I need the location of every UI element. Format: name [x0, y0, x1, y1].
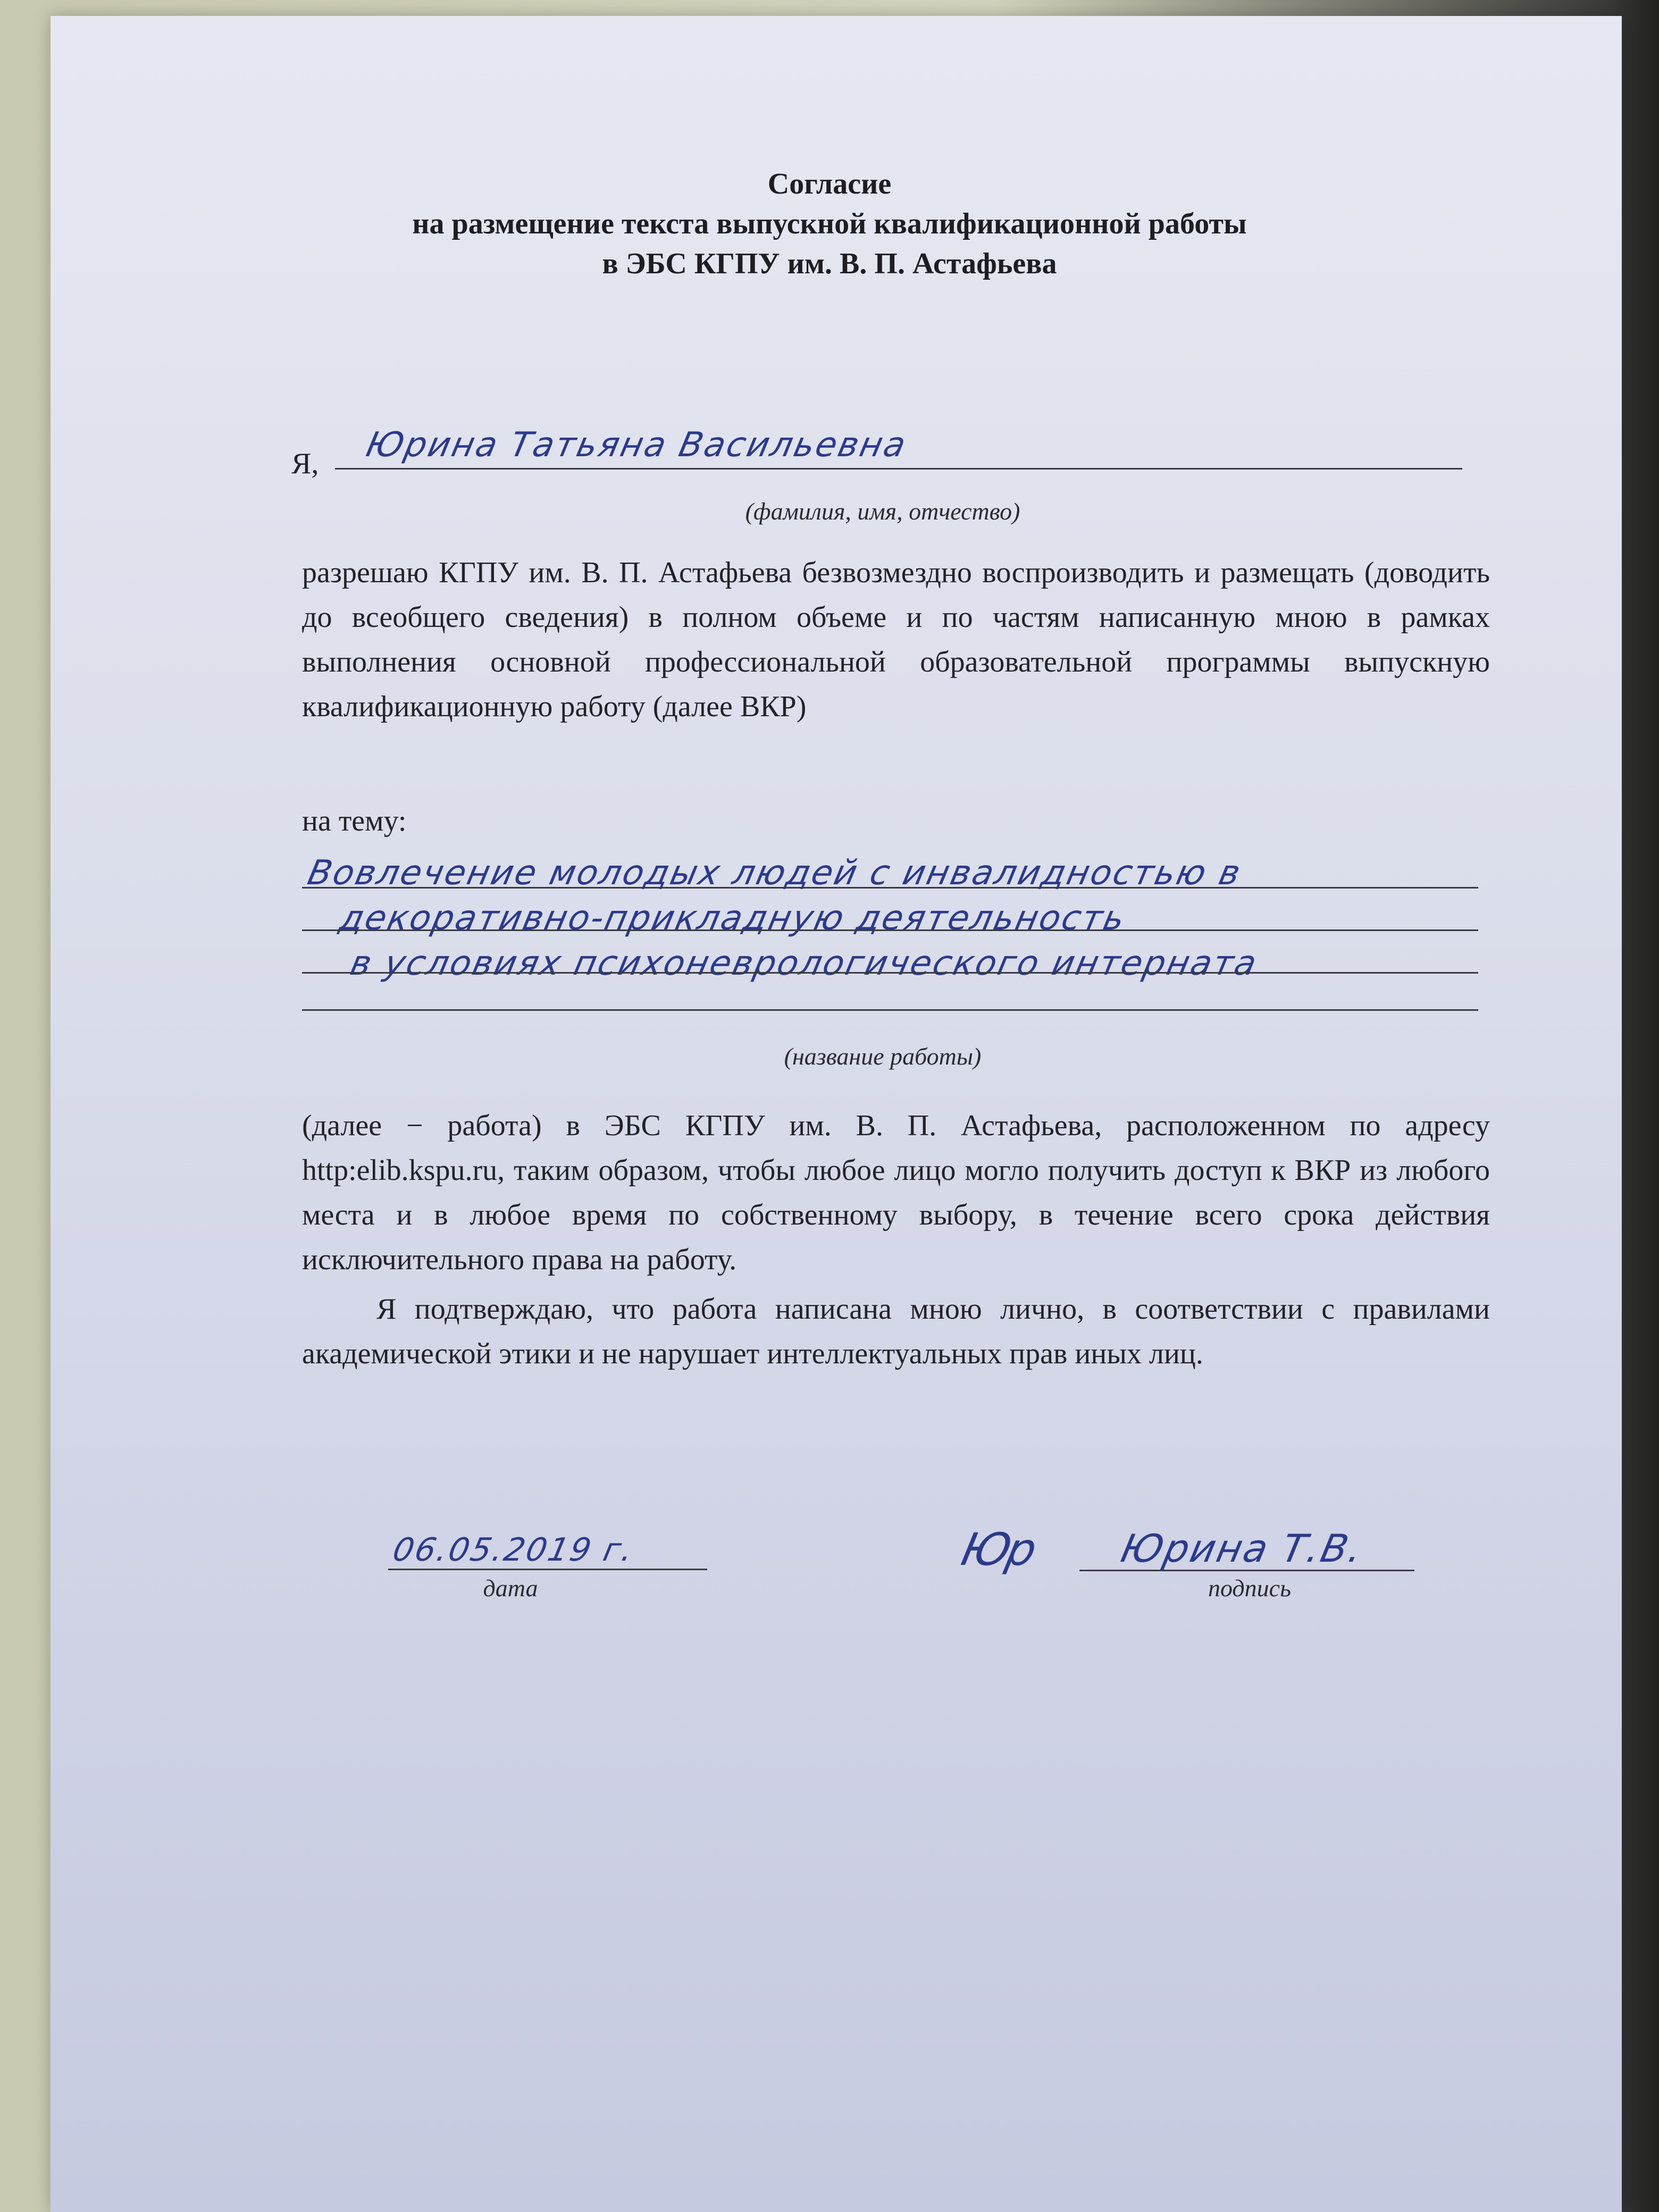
- topic-label: на тему:: [302, 805, 407, 837]
- title-line-2: на размещение текста выпускной квалификационной работы: [412, 207, 1247, 240]
- date-rule: [388, 1569, 707, 1570]
- topic-rule-1: [302, 887, 1478, 889]
- signature-caption: подпись: [1208, 1574, 1291, 1602]
- topic-line-3-handwritten: в условиях психоневрологического интерната: [347, 944, 1262, 983]
- author-name-handwritten: Юрина Татьяна Васильевна: [363, 425, 911, 465]
- title-line-3: в ЭБС КГПУ им. В. П. Астафьева: [602, 247, 1057, 280]
- permission-paragraph: разрешаю КГПУ им. В. П. Астафьева безвозмездно воспроизводить и размещать (доводить до всеобщего сведения) в полном объеме и по частям написанную мною в рамках выполнения основной профессиональной образовательной программы выпускную квалификационную работу (далее ВКР): [302, 556, 1490, 723]
- title-line-1: Согласие: [767, 167, 892, 200]
- author-prefix: Я,: [291, 447, 319, 480]
- author-caption: (фамилия, имя, отчество): [745, 498, 1020, 525]
- author-name-rule: [335, 468, 1462, 470]
- date-caption: дата: [483, 1574, 538, 1602]
- topic-line-2-handwritten: декоративно-прикладную деятельность: [336, 899, 1130, 938]
- confirmation-paragraph: Я подтверждаю, что работа написана мною лично, в соответствии с правилами академической этики и не нарушает интеллектуальных прав иных лиц.: [302, 1293, 1490, 1370]
- signature-mark: Юр: [957, 1523, 1038, 1576]
- topic-caption: (название работы): [784, 1043, 982, 1070]
- placement-paragraph: (далее − работа) в ЭБС КГПУ им. В. П. Астафьева, расположенном по адресу http:elib.kspu.ru, таким образом, чтобы любое лицо могло получить доступ к ВКР из любого места и в любое время по собственному выбору, в течение всего срока действия исключительного права на работу.: [302, 1109, 1490, 1276]
- topic-rule-2: [302, 929, 1478, 931]
- topic-rule-4: [302, 1009, 1478, 1011]
- topic-rule-3: [302, 972, 1478, 974]
- date-handwritten: 06.05.2019 г.: [389, 1531, 638, 1569]
- signature-name-handwritten: Юрина Т.В.: [1117, 1526, 1368, 1571]
- topic-line-1-handwritten: Вовлечение молодых людей с инвалидностью в: [304, 853, 1245, 893]
- signature-rule: [1079, 1570, 1414, 1571]
